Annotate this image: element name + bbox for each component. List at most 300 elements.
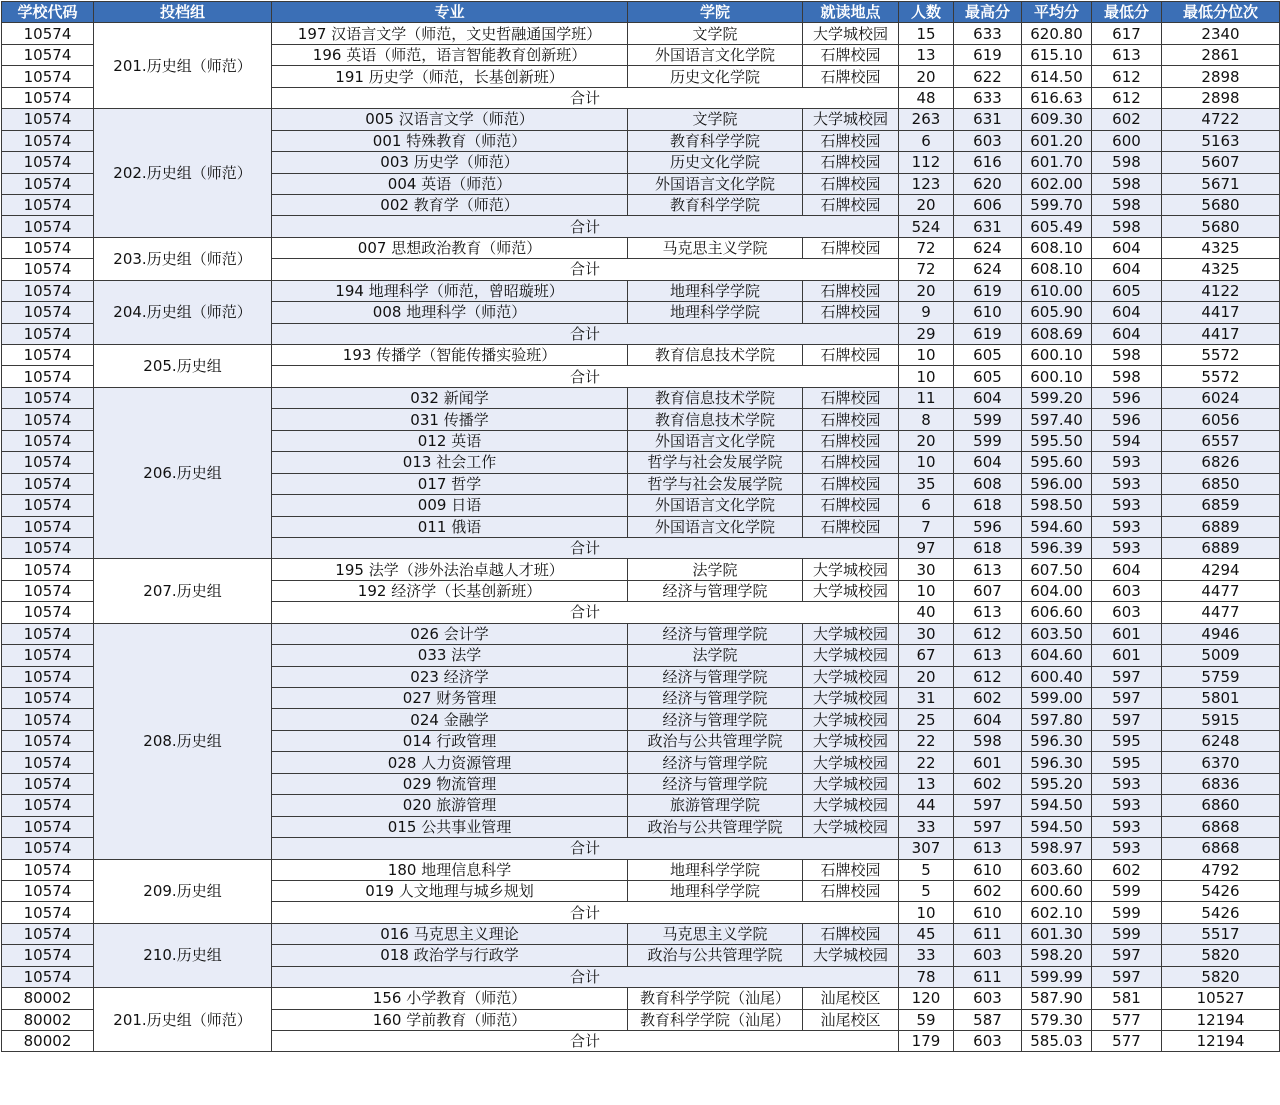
cell-max-score: 620 [954,173,1022,194]
cell-school-code: 10574 [2,237,94,258]
cell-school-code: 80002 [2,1009,94,1030]
cell-college: 外国语言文化学院 [628,44,803,65]
cell-count: 10 [899,345,954,366]
cell-min-rank: 5801 [1162,688,1280,709]
cell-min-rank: 6850 [1162,473,1280,494]
cell-school-code: 10574 [2,109,94,130]
cell-max-score: 604 [954,709,1022,730]
cell-min-rank: 6024 [1162,387,1280,408]
cell-max-score: 612 [954,666,1022,687]
cell-avg-score: 603.50 [1022,623,1092,644]
cell-total-label: 合计 [272,323,899,344]
cell-location: 大学城校园 [803,688,899,709]
cell-total-label: 合计 [272,216,899,237]
cell-college: 地理科学学院 [628,302,803,323]
cell-major: 029 物流管理 [272,773,628,794]
cell-max-score: 619 [954,44,1022,65]
cell-location: 石牌校园 [803,302,899,323]
cell-college: 哲学与社会发展学院 [628,473,803,494]
cell-college: 哲学与社会发展学院 [628,452,803,473]
cell-total-label: 合计 [272,259,899,280]
cell-total-max-score: 618 [954,537,1022,558]
cell-school-code: 10574 [2,923,94,944]
cell-college: 外国语言文化学院 [628,495,803,516]
cell-total-label: 合计 [272,87,899,108]
cell-school-code: 10574 [2,966,94,987]
cell-avg-score: 610.00 [1022,280,1092,301]
cell-school-code: 10574 [2,430,94,451]
cell-min-score: 593 [1092,473,1162,494]
cell-min-rank: 4477 [1162,580,1280,601]
cell-min-score: 603 [1092,580,1162,601]
cell-count: 15 [899,23,954,44]
cell-avg-score: 602.00 [1022,173,1092,194]
cell-total-min-score: 598 [1092,366,1162,387]
cell-major: 156 小学教育（师范） [272,988,628,1009]
cell-count: 20 [899,194,954,215]
table-row [2,387,1280,408]
cell-min-score: 604 [1092,302,1162,323]
cell-count: 72 [899,237,954,258]
cell-max-score: 633 [954,23,1022,44]
cell-min-score: 598 [1092,152,1162,173]
cell-min-rank: 5759 [1162,666,1280,687]
cell-school-code: 10574 [2,452,94,473]
cell-major: 013 社会工作 [272,452,628,473]
cell-total-max-score: 619 [954,323,1022,344]
cell-avg-score: 595.20 [1022,773,1092,794]
cell-total-min-score: 577 [1092,1031,1162,1052]
cell-location: 大学城校园 [803,645,899,666]
table-row [2,923,1280,944]
cell-college: 地理科学学院 [628,880,803,901]
cell-min-score: 597 [1092,666,1162,687]
cell-school-code: 10574 [2,645,94,666]
header-cell-location: 就读地点 [803,2,899,23]
cell-college: 教育科学学院（汕尾） [628,988,803,1009]
cell-location: 石牌校园 [803,495,899,516]
cell-major: 015 公共事业管理 [272,816,628,837]
cell-max-score: 603 [954,945,1022,966]
cell-school-code: 10574 [2,709,94,730]
cell-avg-score: 615.10 [1022,44,1092,65]
cell-min-score: 596 [1092,387,1162,408]
cell-school-code: 10574 [2,409,94,430]
cell-count: 33 [899,816,954,837]
cell-total-count: 179 [899,1031,954,1052]
cell-min-rank: 10527 [1162,988,1280,1009]
cell-location: 大学城校园 [803,666,899,687]
cell-max-score: 602 [954,880,1022,901]
cell-college: 文学院 [628,23,803,44]
cell-total-count: 48 [899,87,954,108]
cell-major: 033 法学 [272,645,628,666]
cell-min-score: 604 [1092,237,1162,258]
cell-location: 石牌校园 [803,152,899,173]
cell-total-avg-score: 585.03 [1022,1031,1092,1052]
cell-count: 5 [899,880,954,901]
cell-group-name: 201.历史组（师范） [94,988,272,1052]
cell-max-score: 603 [954,988,1022,1009]
cell-location: 石牌校园 [803,173,899,194]
cell-max-score: 607 [954,580,1022,601]
cell-count: 6 [899,495,954,516]
header-cell-group: 投档组 [94,2,272,23]
cell-avg-score: 600.60 [1022,880,1092,901]
cell-school-code: 10574 [2,688,94,709]
cell-avg-score: 596.30 [1022,752,1092,773]
cell-avg-score: 599.00 [1022,688,1092,709]
cell-group-name: 204.历史组（师范） [94,280,272,344]
cell-major: 032 新闻学 [272,387,628,408]
cell-major: 016 马克思主义理论 [272,923,628,944]
cell-max-score: 599 [954,409,1022,430]
cell-avg-score: 614.50 [1022,66,1092,87]
cell-total-label: 合计 [272,366,899,387]
cell-school-code: 10574 [2,795,94,816]
cell-major: 012 英语 [272,430,628,451]
cell-college: 教育科学学院 [628,130,803,151]
header-cell-min-score: 最低分 [1092,2,1162,23]
cell-max-score: 616 [954,152,1022,173]
cell-group-name: 209.历史组 [94,859,272,923]
cell-location: 石牌校园 [803,280,899,301]
cell-min-rank: 6826 [1162,452,1280,473]
cell-avg-score: 598.20 [1022,945,1092,966]
cell-college: 地理科学学院 [628,859,803,880]
cell-school-code: 80002 [2,1031,94,1052]
cell-location: 大学城校园 [803,773,899,794]
cell-school-code: 10574 [2,66,94,87]
cell-min-rank: 2340 [1162,23,1280,44]
cell-min-score: 599 [1092,923,1162,944]
cell-count: 30 [899,623,954,644]
cell-max-score: 610 [954,302,1022,323]
cell-school-code: 80002 [2,988,94,1009]
cell-avg-score: 595.60 [1022,452,1092,473]
cell-total-min-score: 612 [1092,87,1162,108]
cell-total-avg-score: 606.60 [1022,602,1092,623]
cell-college: 教育信息技术学院 [628,409,803,430]
cell-major: 192 经济学（长基创新班） [272,580,628,601]
cell-total-max-score: 610 [954,902,1022,923]
cell-min-score: 577 [1092,1009,1162,1030]
cell-min-score: 593 [1092,773,1162,794]
cell-min-rank: 4122 [1162,280,1280,301]
cell-min-rank: 5820 [1162,945,1280,966]
cell-college: 马克思主义学院 [628,237,803,258]
cell-min-rank: 12194 [1162,1009,1280,1030]
cell-min-rank: 5680 [1162,194,1280,215]
cell-location: 石牌校园 [803,452,899,473]
cell-avg-score: 599.20 [1022,387,1092,408]
cell-total-min-score: 593 [1092,838,1162,859]
cell-min-score: 600 [1092,130,1162,151]
cell-total-min-score: 603 [1092,602,1162,623]
header-cell-max-score: 最高分 [954,2,1022,23]
cell-count: 120 [899,988,954,1009]
cell-college: 地理科学学院 [628,280,803,301]
cell-count: 9 [899,302,954,323]
cell-total-avg-score: 605.49 [1022,216,1092,237]
cell-avg-score: 579.30 [1022,1009,1092,1030]
cell-avg-score: 607.50 [1022,559,1092,580]
cell-location: 大学城校园 [803,795,899,816]
cell-total-label: 合计 [272,1031,899,1052]
cell-major: 023 经济学 [272,666,628,687]
cell-major: 004 英语（师范） [272,173,628,194]
cell-school-code: 10574 [2,130,94,151]
cell-total-label: 合计 [272,537,899,558]
cell-min-rank: 6859 [1162,495,1280,516]
cell-count: 10 [899,452,954,473]
header-cell-college: 学院 [628,2,803,23]
cell-min-rank: 6248 [1162,730,1280,751]
cell-college: 经济与管理学院 [628,688,803,709]
table-row [2,559,1280,580]
cell-min-score: 601 [1092,645,1162,666]
cell-avg-score: 600.10 [1022,345,1092,366]
cell-max-score: 602 [954,773,1022,794]
cell-min-rank: 6370 [1162,752,1280,773]
cell-avg-score: 601.20 [1022,130,1092,151]
cell-location: 汕尾校区 [803,1009,899,1030]
cell-count: 5 [899,859,954,880]
cell-school-code: 10574 [2,666,94,687]
cell-avg-score: 597.40 [1022,409,1092,430]
cell-avg-score: 596.30 [1022,730,1092,751]
cell-avg-score: 604.00 [1022,580,1092,601]
cell-total-count: 524 [899,216,954,237]
cell-avg-score: 587.90 [1022,988,1092,1009]
table-row [2,109,1280,130]
cell-major: 003 历史学（师范） [272,152,628,173]
cell-count: 123 [899,173,954,194]
cell-count: 35 [899,473,954,494]
cell-min-rank: 6056 [1162,409,1280,430]
cell-school-code: 10574 [2,838,94,859]
cell-avg-score: 596.00 [1022,473,1092,494]
cell-location: 大学城校园 [803,752,899,773]
cell-total-max-score: 631 [954,216,1022,237]
cell-college: 外国语言文化学院 [628,430,803,451]
cell-count: 25 [899,709,954,730]
cell-total-min-rank: 2898 [1162,87,1280,108]
cell-min-rank: 6868 [1162,816,1280,837]
cell-total-count: 78 [899,966,954,987]
cell-avg-score: 601.70 [1022,152,1092,173]
cell-max-score: 602 [954,688,1022,709]
cell-location: 石牌校园 [803,880,899,901]
cell-count: 7 [899,516,954,537]
cell-min-rank: 5572 [1162,345,1280,366]
cell-min-rank: 6889 [1162,516,1280,537]
cell-total-label: 合计 [272,602,899,623]
cell-avg-score: 600.40 [1022,666,1092,687]
cell-total-avg-score: 602.10 [1022,902,1092,923]
cell-min-rank: 5163 [1162,130,1280,151]
table-row [2,23,1280,44]
cell-college: 历史文化学院 [628,66,803,87]
cell-group-name: 205.历史组 [94,345,272,388]
table-row [2,280,1280,301]
cell-total-count: 97 [899,537,954,558]
cell-min-score: 597 [1092,688,1162,709]
cell-min-score: 605 [1092,280,1162,301]
cell-min-rank: 5009 [1162,645,1280,666]
cell-max-score: 601 [954,752,1022,773]
cell-min-rank: 5671 [1162,173,1280,194]
cell-avg-score: 604.60 [1022,645,1092,666]
cell-location: 石牌校园 [803,387,899,408]
cell-total-count: 10 [899,366,954,387]
cell-count: 13 [899,44,954,65]
table-row [2,988,1280,1009]
cell-min-rank: 6860 [1162,795,1280,816]
cell-location: 大学城校园 [803,109,899,130]
cell-count: 6 [899,130,954,151]
cell-max-score: 596 [954,516,1022,537]
cell-group-name: 201.历史组（师范） [94,23,272,109]
cell-college: 马克思主义学院 [628,923,803,944]
cell-min-score: 593 [1092,452,1162,473]
cell-total-min-rank: 4325 [1162,259,1280,280]
cell-college: 经济与管理学院 [628,580,803,601]
cell-major: 193 传播学（智能传播实验班） [272,345,628,366]
cell-max-score: 603 [954,130,1022,151]
cell-min-score: 602 [1092,859,1162,880]
cell-total-count: 40 [899,602,954,623]
cell-max-score: 631 [954,109,1022,130]
cell-max-score: 598 [954,730,1022,751]
cell-max-score: 622 [954,66,1022,87]
cell-school-code: 10574 [2,387,94,408]
cell-avg-score: 601.30 [1022,923,1092,944]
cell-max-score: 597 [954,795,1022,816]
cell-school-code: 10574 [2,194,94,215]
cell-total-min-rank: 4477 [1162,602,1280,623]
cell-min-rank: 4325 [1162,237,1280,258]
cell-total-max-score: 613 [954,838,1022,859]
cell-avg-score: 608.10 [1022,237,1092,258]
cell-school-code: 10574 [2,752,94,773]
cell-min-rank: 4946 [1162,623,1280,644]
cell-avg-score: 598.50 [1022,495,1092,516]
cell-total-label: 合计 [272,902,899,923]
cell-school-code: 10574 [2,816,94,837]
cell-school-code: 10574 [2,87,94,108]
cell-max-score: 610 [954,859,1022,880]
cell-major: 195 法学（涉外法治卓越人才班） [272,559,628,580]
cell-total-max-score: 613 [954,602,1022,623]
cell-min-score: 598 [1092,194,1162,215]
cell-college: 外国语言文化学院 [628,516,803,537]
cell-total-min-rank: 5572 [1162,366,1280,387]
cell-count: 20 [899,280,954,301]
cell-min-rank: 4417 [1162,302,1280,323]
cell-location: 大学城校园 [803,816,899,837]
cell-total-max-score: 633 [954,87,1022,108]
cell-count: 10 [899,580,954,601]
cell-location: 石牌校园 [803,130,899,151]
cell-max-score: 618 [954,495,1022,516]
cell-group-name: 207.历史组 [94,559,272,623]
cell-college: 政治与公共管理学院 [628,816,803,837]
cell-max-score: 611 [954,923,1022,944]
cell-max-score: 619 [954,280,1022,301]
cell-total-min-score: 593 [1092,537,1162,558]
cell-total-avg-score: 599.99 [1022,966,1092,987]
header-row [2,2,1280,23]
cell-college: 经济与管理学院 [628,709,803,730]
cell-major: 017 哲学 [272,473,628,494]
cell-max-score: 587 [954,1009,1022,1030]
cell-location: 大学城校园 [803,623,899,644]
cell-max-score: 613 [954,645,1022,666]
cell-school-code: 10574 [2,280,94,301]
cell-college: 经济与管理学院 [628,752,803,773]
cell-group-name: 206.历史组 [94,387,272,559]
header-cell-major: 专业 [272,2,628,23]
cell-major: 191 历史学（师范，长基创新班） [272,66,628,87]
cell-major: 018 政治学与行政学 [272,945,628,966]
cell-major: 001 特殊教育（师范） [272,130,628,151]
cell-max-score: 606 [954,194,1022,215]
cell-college: 文学院 [628,109,803,130]
cell-school-code: 10574 [2,23,94,44]
cell-total-min-rank: 4417 [1162,323,1280,344]
cell-total-min-rank: 6868 [1162,838,1280,859]
cell-college: 法学院 [628,559,803,580]
cell-college: 历史文化学院 [628,152,803,173]
header-cell-min-rank: 最低分位次 [1162,2,1280,23]
cell-count: 44 [899,795,954,816]
cell-max-score: 597 [954,816,1022,837]
cell-total-min-rank: 5820 [1162,966,1280,987]
cell-min-score: 593 [1092,495,1162,516]
cell-college: 政治与公共管理学院 [628,945,803,966]
cell-location: 石牌校园 [803,516,899,537]
cell-min-rank: 4792 [1162,859,1280,880]
cell-major: 009 日语 [272,495,628,516]
cell-college: 教育信息技术学院 [628,345,803,366]
cell-location: 大学城校园 [803,23,899,44]
cell-location: 石牌校园 [803,923,899,944]
cell-college: 经济与管理学院 [628,666,803,687]
cell-avg-score: 605.90 [1022,302,1092,323]
cell-total-label: 合计 [272,838,899,859]
cell-total-min-rank: 6889 [1162,537,1280,558]
cell-location: 大学城校园 [803,730,899,751]
cell-total-avg-score: 616.63 [1022,87,1092,108]
cell-major: 027 财务管理 [272,688,628,709]
cell-max-score: 604 [954,387,1022,408]
cell-total-avg-score: 608.69 [1022,323,1092,344]
cell-major: 011 俄语 [272,516,628,537]
cell-major: 160 学前教育（师范） [272,1009,628,1030]
cell-min-score: 593 [1092,816,1162,837]
cell-count: 13 [899,773,954,794]
cell-location: 石牌校园 [803,473,899,494]
cell-school-code: 10574 [2,945,94,966]
cell-college: 法学院 [628,645,803,666]
cell-total-min-score: 597 [1092,966,1162,987]
cell-avg-score: 594.50 [1022,795,1092,816]
cell-min-score: 595 [1092,730,1162,751]
cell-school-code: 10574 [2,173,94,194]
cell-avg-score: 594.60 [1022,516,1092,537]
cell-major: 008 地理科学（师范） [272,302,628,323]
